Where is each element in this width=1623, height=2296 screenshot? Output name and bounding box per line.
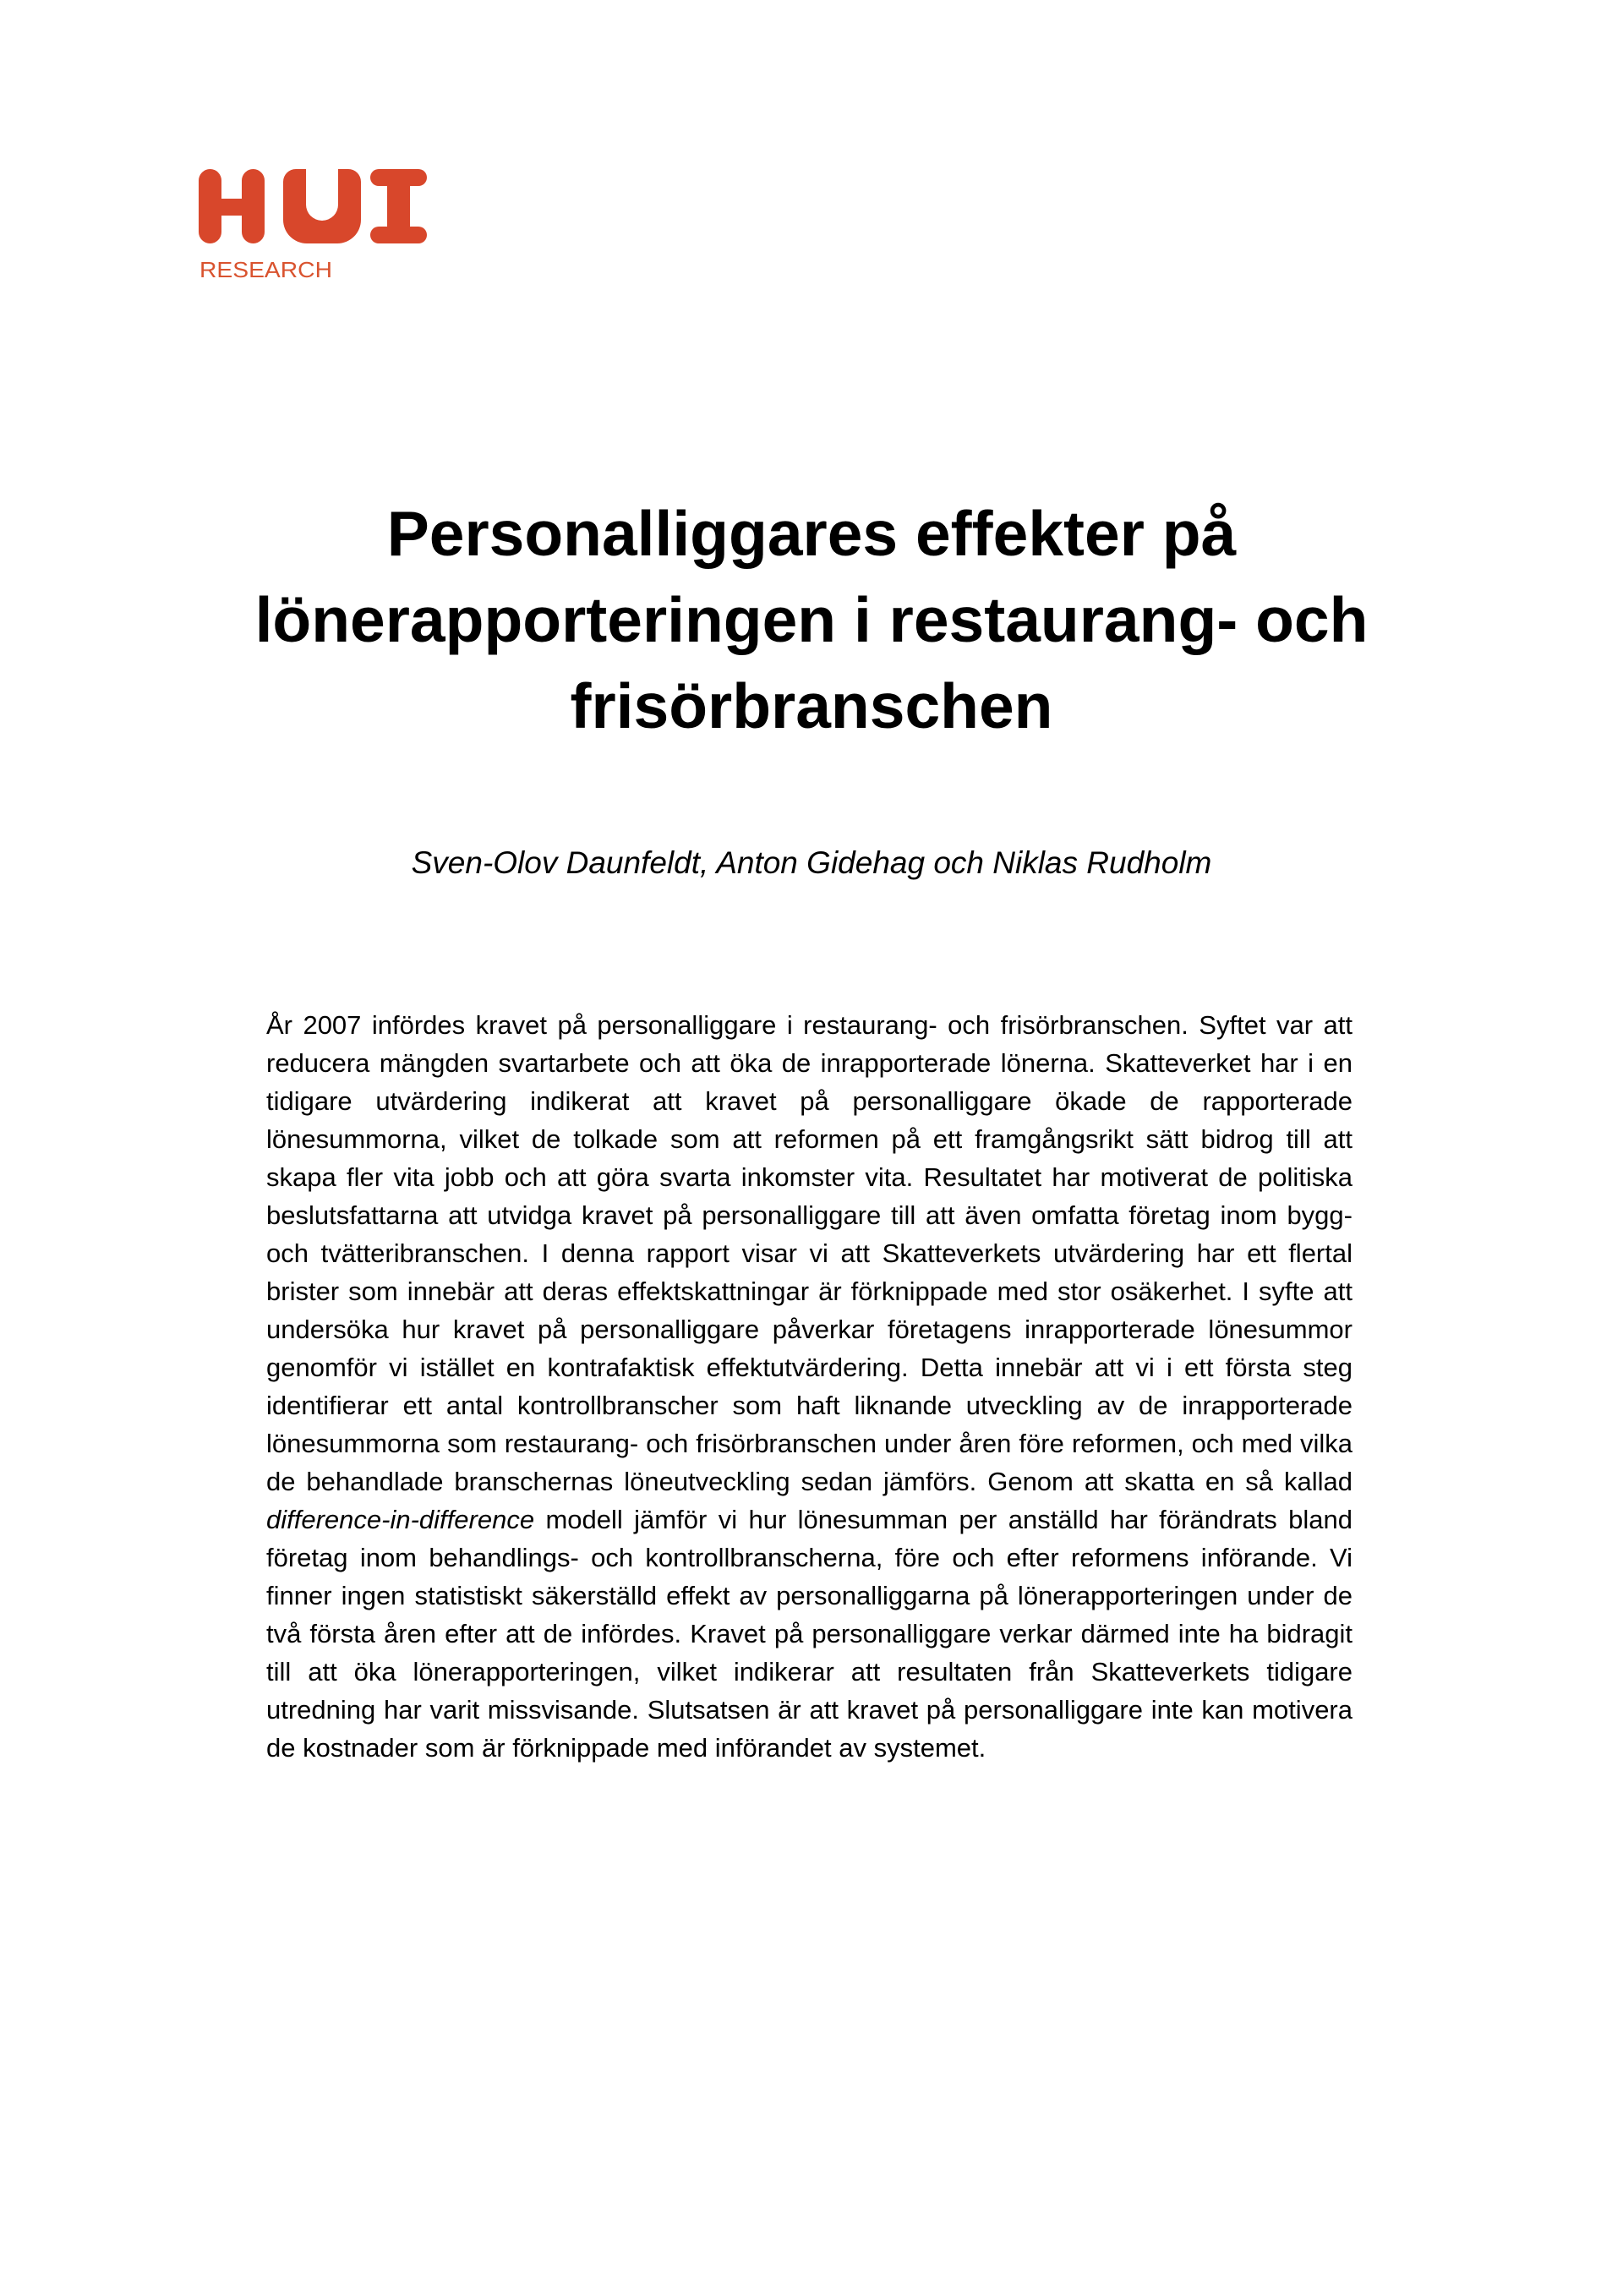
report-title-line-3: frisörbranschen: [570, 670, 1053, 741]
abstract-italic-term: difference-in-difference: [266, 1505, 535, 1534]
abstract-text-part-1: År 2007 infördes kravet på personalliggare i restaurang- och frisörbranschen. Syftet var att reducera mängden svartarbete och att öka de inrapporterade lönerna. Skatteverket har i en tidigare utvärdering indikerat att kravet på personalliggare ökade de rapporterade lönesummorna, vilket de tolkade som att reformen på ett framgångsrikt sätt bidrog till att skapa fler vita jobb och att göra svarta inkomster vita. Resultatet har motiverat de politiska beslutsfattarna att utvidga kravet på personalliggare till att även omfatta företag inom bygg- och tvätteribranschen. I denna rapport visar vi att Skatteverkets utvärdering har ett flertal brister som innebär att deras effektskattningar är förknippade med stor osäkerhet. I syfte att undersöka hur kravet på personalliggare påverkar företagens inrapporterade lönesummor genomför vi istället en kontrafaktisk effektutvärdering. Detta innebär att vi i ett första steg identifierar ett antal kontrollbranscher som haft liknande utveckling av de inrapporterade lönesummorna som restaurang- och frisörbranschen under åren före reformen, och med vilka de behandlade branschernas löneutveckling sedan jämförs. Genom att skatta en så kallad: [266, 1010, 1352, 1496]
report-title-line-1: Personalliggares effekter på: [386, 498, 1237, 569]
abstract-paragraph: [266, 1006, 1352, 1767]
hui-letters: [199, 169, 427, 243]
abstract-text-part-2: modell jämför vi hur lönesumman per anställd har förändrats bland företag inom behandlings- och kontrollbranscherna, före och efter reformens införande. Vi finner ingen statistiskt säkerställd effekt av personalliggarna på lönerapporteringen under de två första åren efter att de infördes. Kravet på personalliggare verkar därmed inte ha bidragit till att öka lönerapporteringen, vilket indikerar att resultaten från Skatteverkets tidigare utredning har varit missvisande. Slutsatsen är att kravet på personalliggare inte kan motivera de kostnader som är förknippade med införandet av systemet.: [266, 1505, 1352, 1763]
hui-logo: [199, 169, 427, 283]
logo-subtitle: RESEARCH: [199, 257, 332, 282]
authors-line: Sven-Olov Daunfeldt, Anton Gidehag och Niklas Rudholm: [411, 845, 1212, 880]
hui-logo-icon: [199, 169, 427, 283]
report-title: [220, 490, 1403, 749]
report-title-line-2: lönerapporteringen i restaurang- och: [254, 584, 1369, 655]
